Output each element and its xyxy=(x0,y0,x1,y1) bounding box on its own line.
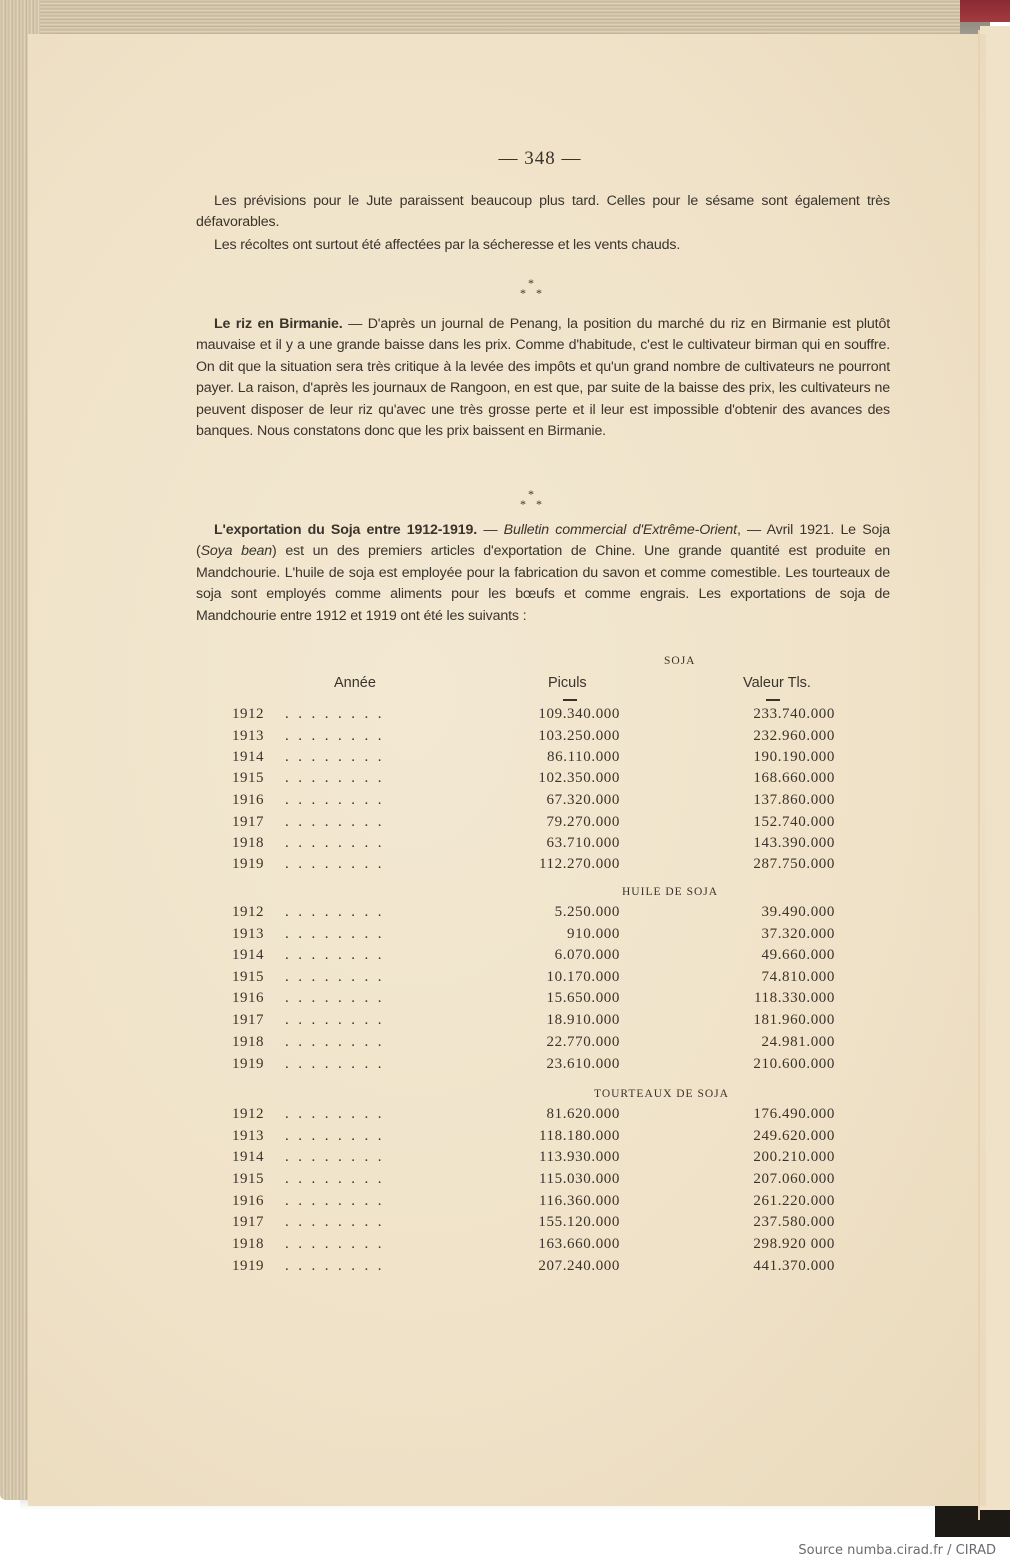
leader-dots: ........ xyxy=(285,904,391,920)
cell-piculs: 155.120.000 xyxy=(538,1214,620,1230)
cell-valeur: 207.060.000 xyxy=(753,1171,835,1187)
leader-dots: ........ xyxy=(285,770,391,786)
cell-year: 1917 xyxy=(232,814,264,830)
section-title-riz: Le riz en Birmanie. xyxy=(214,316,343,332)
table-row xyxy=(0,1171,1010,1192)
dash: — xyxy=(477,522,504,538)
cell-piculs: 102.350.000 xyxy=(538,770,620,786)
table-row xyxy=(0,1034,1010,1055)
cell-valeur: 24.981.000 xyxy=(761,1034,835,1050)
column-header-annee: Année xyxy=(334,675,376,691)
paragraph-jute-text: Les prévisions pour le Jute paraissent beaucoup plus tard. Celles pour le sésame sont également très défavorables. xyxy=(196,193,890,231)
table-row xyxy=(0,926,1010,947)
paragraph-soja-text: ) est un des premiers articles d'exportation de Chine. Une grande quantité est produite en Mandchourie. L'huile de soja est employée pour la fabrication du savon et comme comestible. Les tourteaux de soja sont employés comme aliments pour les bœufs et comme engrais. Les exportations de soja de Mandchourie entre 1912 et 1919 ont été les suivants : xyxy=(196,543,890,624)
cell-valeur: 39.490.000 xyxy=(761,904,835,920)
table-row xyxy=(0,969,1010,990)
cell-valeur: 210.600.000 xyxy=(753,1056,835,1072)
cell-valeur: 298.920 000 xyxy=(753,1236,835,1252)
cell-piculs: 86.110.000 xyxy=(547,749,620,765)
cell-piculs: 118.180.000 xyxy=(538,1128,620,1144)
cell-piculs: 10.170.000 xyxy=(546,969,620,985)
cell-piculs: 15.650.000 xyxy=(546,990,620,1006)
cell-valeur: 261.220.000 xyxy=(753,1193,835,1209)
cell-piculs: 116.360.000 xyxy=(538,1193,620,1209)
cell-piculs: 63.710.000 xyxy=(546,835,620,851)
cell-valeur: 152.740.000 xyxy=(753,814,835,830)
leader-dots: ........ xyxy=(285,856,391,872)
leader-dots: ........ xyxy=(285,1106,391,1122)
cell-valeur: 190.190.000 xyxy=(753,749,835,765)
cell-valeur: 200.210.000 xyxy=(753,1149,835,1165)
table-row xyxy=(0,1012,1010,1033)
cell-year: 1912 xyxy=(232,706,264,722)
table-row xyxy=(0,792,1010,813)
cell-year: 1919 xyxy=(232,1258,264,1274)
cell-year: 1917 xyxy=(232,1012,264,1028)
cell-piculs: 6.070.000 xyxy=(554,947,620,963)
paragraph-jute xyxy=(196,191,890,234)
cell-valeur: 137.860.000 xyxy=(753,792,835,808)
cell-valeur: 176.490.000 xyxy=(753,1106,835,1122)
table-row xyxy=(0,990,1010,1011)
cell-year: 1915 xyxy=(232,1171,264,1187)
leader-dots: ........ xyxy=(285,1236,391,1252)
cell-piculs: 79.270.000 xyxy=(546,814,620,830)
cell-piculs: 910.000 xyxy=(567,926,620,942)
cell-year: 1919 xyxy=(232,856,264,872)
table-row xyxy=(0,856,1010,877)
cell-year: 1915 xyxy=(232,969,264,985)
cell-valeur: 287.750.000 xyxy=(753,856,835,872)
source-title: Bulletin commercial d'Extrême-Orient xyxy=(503,522,737,538)
cell-year: 1916 xyxy=(232,990,264,1006)
paragraph-riz-text: — D'après un journal de Penang, la position du marché du riz en Birmanie est plutôt mauvaise et il y a une grande baisse dans les prix. Comme d'habitude, c'est le cultivateur birman qui en souffre. On dit que la situation sera très critique à la levée des impôts et qu'un grand nombre de cultivateurs ne pourront payer. La raison, d'après les journaux de Rangoon, en est que, par suite de la baisse des prix, les cultivateurs ne peuvent disposer de leur riz qu'avec une très grosse perte et il leur est impossible d'obtenir des avances des banques. Nous constatons donc que les prix baissent en Birmanie. xyxy=(196,316,890,440)
cell-year: 1918 xyxy=(232,835,264,851)
leader-dots: ........ xyxy=(285,1149,391,1165)
header-rule xyxy=(563,699,577,701)
cell-year: 1919 xyxy=(232,1056,264,1072)
leader-dots: ........ xyxy=(285,706,391,722)
leader-dots: ........ xyxy=(285,1214,391,1230)
cell-piculs: 109.340.000 xyxy=(538,706,620,722)
table-row xyxy=(0,706,1010,727)
cell-valeur: 232.960.000 xyxy=(753,728,835,744)
leader-dots: ........ xyxy=(285,1128,391,1144)
leader-dots: ........ xyxy=(285,1171,391,1187)
section-caption-huile: HUILE DE SOJA xyxy=(622,886,719,898)
cell-valeur: 143.390.000 xyxy=(753,835,835,851)
leader-dots: ........ xyxy=(285,947,391,963)
leader-dots: ........ xyxy=(285,792,391,808)
paragraph-soja xyxy=(196,520,890,627)
cell-year: 1913 xyxy=(232,1128,264,1144)
leader-dots: ........ xyxy=(285,835,391,851)
cell-valeur: 441.370.000 xyxy=(753,1258,835,1274)
leader-dots: ........ xyxy=(285,969,391,985)
column-header-valeur: Valeur Tls. xyxy=(743,675,811,691)
leader-dots: ........ xyxy=(285,1193,391,1209)
source-date: , — Avril 1921. Le Soja ( xyxy=(196,522,890,560)
leader-dots: ........ xyxy=(285,1012,391,1028)
leader-dots: ........ xyxy=(285,926,391,942)
cell-piculs: 22.770.000 xyxy=(546,1034,620,1050)
leader-dots: ........ xyxy=(285,1258,391,1274)
leader-dots: ........ xyxy=(285,749,391,765)
table-row xyxy=(0,1214,1010,1235)
table-row xyxy=(0,835,1010,856)
cell-piculs: 163.660.000 xyxy=(538,1236,620,1252)
cell-year: 1913 xyxy=(232,728,264,744)
cell-piculs: 81.620.000 xyxy=(546,1106,620,1122)
table-row xyxy=(0,1149,1010,1170)
cell-valeur: 37.320.000 xyxy=(761,926,835,942)
cell-valeur: 233.740.000 xyxy=(753,706,835,722)
paragraph-riz-birmanie xyxy=(196,314,890,442)
paragraph-recoltes xyxy=(196,235,890,256)
leader-dots: ........ xyxy=(285,1034,391,1050)
leader-dots: ........ xyxy=(285,814,391,830)
cell-year: 1918 xyxy=(232,1034,264,1050)
cell-valeur: 237.580.000 xyxy=(753,1214,835,1230)
cell-piculs: 113.930.000 xyxy=(538,1149,620,1165)
column-header-piculs: Piculs xyxy=(548,675,587,691)
table-row xyxy=(0,814,1010,835)
cell-year: 1913 xyxy=(232,926,264,942)
cell-valeur: 118.330.000 xyxy=(753,990,835,1006)
table-row xyxy=(0,1128,1010,1149)
cell-year: 1912 xyxy=(232,1106,264,1122)
cell-piculs: 103.250.000 xyxy=(538,728,620,744)
cell-piculs: 5.250.000 xyxy=(554,904,620,920)
asterism-divider: * * * xyxy=(520,276,542,300)
table-row xyxy=(0,728,1010,749)
section-title-soja: L'exportation du Soja entre 1912-1919. xyxy=(214,522,478,538)
cell-piculs: 207.240.000 xyxy=(538,1258,620,1274)
table-row xyxy=(0,1193,1010,1214)
cell-year: 1918 xyxy=(232,1236,264,1252)
table-row xyxy=(0,947,1010,968)
section-caption-soja: SOJA xyxy=(664,655,696,667)
cell-valeur: 249.620.000 xyxy=(753,1128,835,1144)
page-stack-top xyxy=(0,0,960,36)
cell-year: 1914 xyxy=(232,1149,264,1165)
cell-year: 1912 xyxy=(232,904,264,920)
table-row xyxy=(0,1056,1010,1077)
cell-piculs: 18.910.000 xyxy=(546,1012,620,1028)
cell-valeur: 74.810.000 xyxy=(761,969,835,985)
header-rule xyxy=(766,699,780,701)
cell-year: 1916 xyxy=(232,792,264,808)
table-row xyxy=(0,749,1010,770)
cell-valeur: 49.660.000 xyxy=(761,947,835,963)
cell-year: 1914 xyxy=(232,749,264,765)
cell-year: 1914 xyxy=(232,947,264,963)
cell-valeur: 181.960.000 xyxy=(753,1012,835,1028)
source-credit: Source numba.cirad.fr / CIRAD xyxy=(798,1543,996,1558)
table-row xyxy=(0,1236,1010,1257)
latin-name: Soya bean xyxy=(200,543,273,560)
cell-piculs: 23.610.000 xyxy=(546,1056,620,1072)
cell-year: 1917 xyxy=(232,1214,264,1230)
table-row xyxy=(0,1106,1010,1127)
cell-valeur: 168.660.000 xyxy=(753,770,835,786)
cell-piculs: 115.030.000 xyxy=(538,1171,620,1187)
paragraph-recoltes-text: Les récoltes ont surtout été affectées par la sécheresse et les vents chauds. xyxy=(214,237,681,253)
cell-piculs: 67.320.000 xyxy=(546,792,620,808)
page-number: — 348 — xyxy=(498,148,582,169)
leader-dots: ........ xyxy=(285,990,391,1006)
table-row xyxy=(0,770,1010,791)
section-caption-tourteaux: TOURTEAUX DE SOJA xyxy=(594,1088,729,1100)
leader-dots: ........ xyxy=(285,728,391,744)
cell-year: 1915 xyxy=(232,770,264,786)
leader-dots: ........ xyxy=(285,1056,391,1072)
cell-year: 1916 xyxy=(232,1193,264,1209)
cell-piculs: 112.270.000 xyxy=(538,856,620,872)
table-row xyxy=(0,1258,1010,1279)
asterism-divider: * * * xyxy=(520,487,542,511)
table-row xyxy=(0,904,1010,925)
